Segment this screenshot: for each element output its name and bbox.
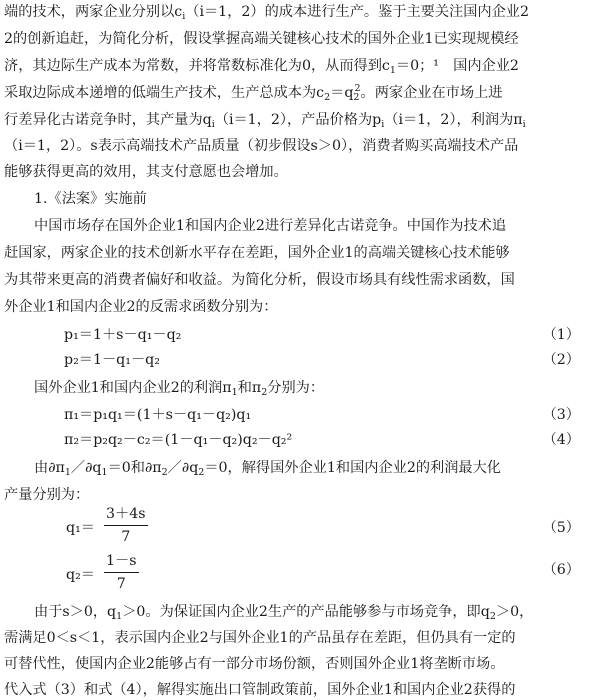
text-line: 为其带来更高的消费者偏好和收益。为简化分析，假设市场具有线性需求函数，国 [4, 272, 515, 288]
equation-number: （2） [542, 352, 580, 368]
equation-6-lhs: q₂＝ [66, 567, 95, 583]
equation-number: （6） [542, 562, 580, 578]
text-line: （i＝1，2）。s表示高端技术产品质量（初步假设s＞0），消费者购买高端技术产品 [4, 138, 519, 154]
equation-4: π₂＝p₂q₂－c₂＝(1－q₁－q₂)q₂－q₂² [64, 432, 293, 448]
text-line: 行差异化古诺竞争时，其产量为$q_i(i=1$，2），产品价格为$p_i(i=1$，2），利润为$\pi_i$ [4, 112, 526, 130]
equation-5-fraction [104, 505, 148, 546]
equation-5-lhs: q₁＝ [66, 520, 95, 536]
fraction-denominator: 7 [121, 529, 131, 545]
equation-number: （1） [542, 327, 580, 343]
fraction-numerator: 1－s [104, 552, 139, 573]
fraction-numerator: 3＋4s [104, 505, 148, 526]
equation-number: （4） [542, 432, 580, 448]
text-line: 采取边际成本递增的低端生产技术，生产总成本为$c_2=q_2^2$。两家企业在市场上进 [4, 83, 503, 103]
equation-2: p₂＝1－q₁－q₂ [64, 352, 160, 368]
text-line: 代入式（3）和式（4），解得实施出口管制政策前，国外企业1和国内企业2获得的 [4, 682, 516, 698]
text-line: 国外企业1和国内企业2的利润$\pi_1$和$\pi_2$分别为： [34, 380, 325, 398]
text-line: 由$\partial\pi_1/\partial q_1=0$和$\partial\pi_2/\partial q_2=0$，解得国外企业1和国内企业2的利润最大化 [34, 460, 501, 478]
text-line: 由于s＞0，$q_1>0$。为保证国内企业2生产的产品能够参与市场竞争，即$q_2>0$， [34, 604, 534, 622]
text-line: 赶国家，两家企业的技术创新水平存在差距，国外企业1的高端关键核心技术能够 [4, 245, 510, 261]
equation-3: π₁＝p₁q₁＝(1＋s－q₁－q₂)q₁ [64, 407, 252, 423]
text-line: 济，其边际生产成本为常数，并将常数标准化为0，从而得到$c_1=0$；¹ 国内企业2 [4, 58, 519, 76]
text-line: 外企业1和国内企业2的反需求函数分别为： [4, 299, 278, 315]
fraction-denominator: 7 [116, 576, 126, 592]
text-line: 中国市场存在国外企业1和国内企业2进行差异化古诺竞争。中国作为技术追 [34, 218, 507, 234]
section-heading: 1.《法案》实施前 [34, 191, 147, 207]
equation-number: （5） [542, 520, 580, 536]
text-line: 端的技术，两家企业分别以$c_i(i=1$，2）的成本进行生产。鉴于主要关注国内企业2 [4, 4, 529, 22]
text-line: 需满足0＜s＜1，表示国内企业2与国外企业1的产品虽存在差距，但仍具有一定的 [4, 630, 516, 646]
equation-number: （3） [542, 407, 580, 423]
equation-1: p₁＝1＋s－q₁－q₂ [64, 327, 182, 343]
text-line: 可替代性，使国内企业2能够占有一部分市场份额，否则国外企业1将垄断市场。 [4, 656, 505, 672]
text-line: 能够获得更高的效用，其支付意愿也会增加。 [4, 164, 288, 180]
text-line: 产量分别为： [4, 487, 90, 503]
text-line: 2的创新追赶，为简化分析，假设掌握高端关键核心技术的国外企业1已实现规模经 [4, 31, 519, 47]
equation-6-fraction [104, 552, 139, 593]
